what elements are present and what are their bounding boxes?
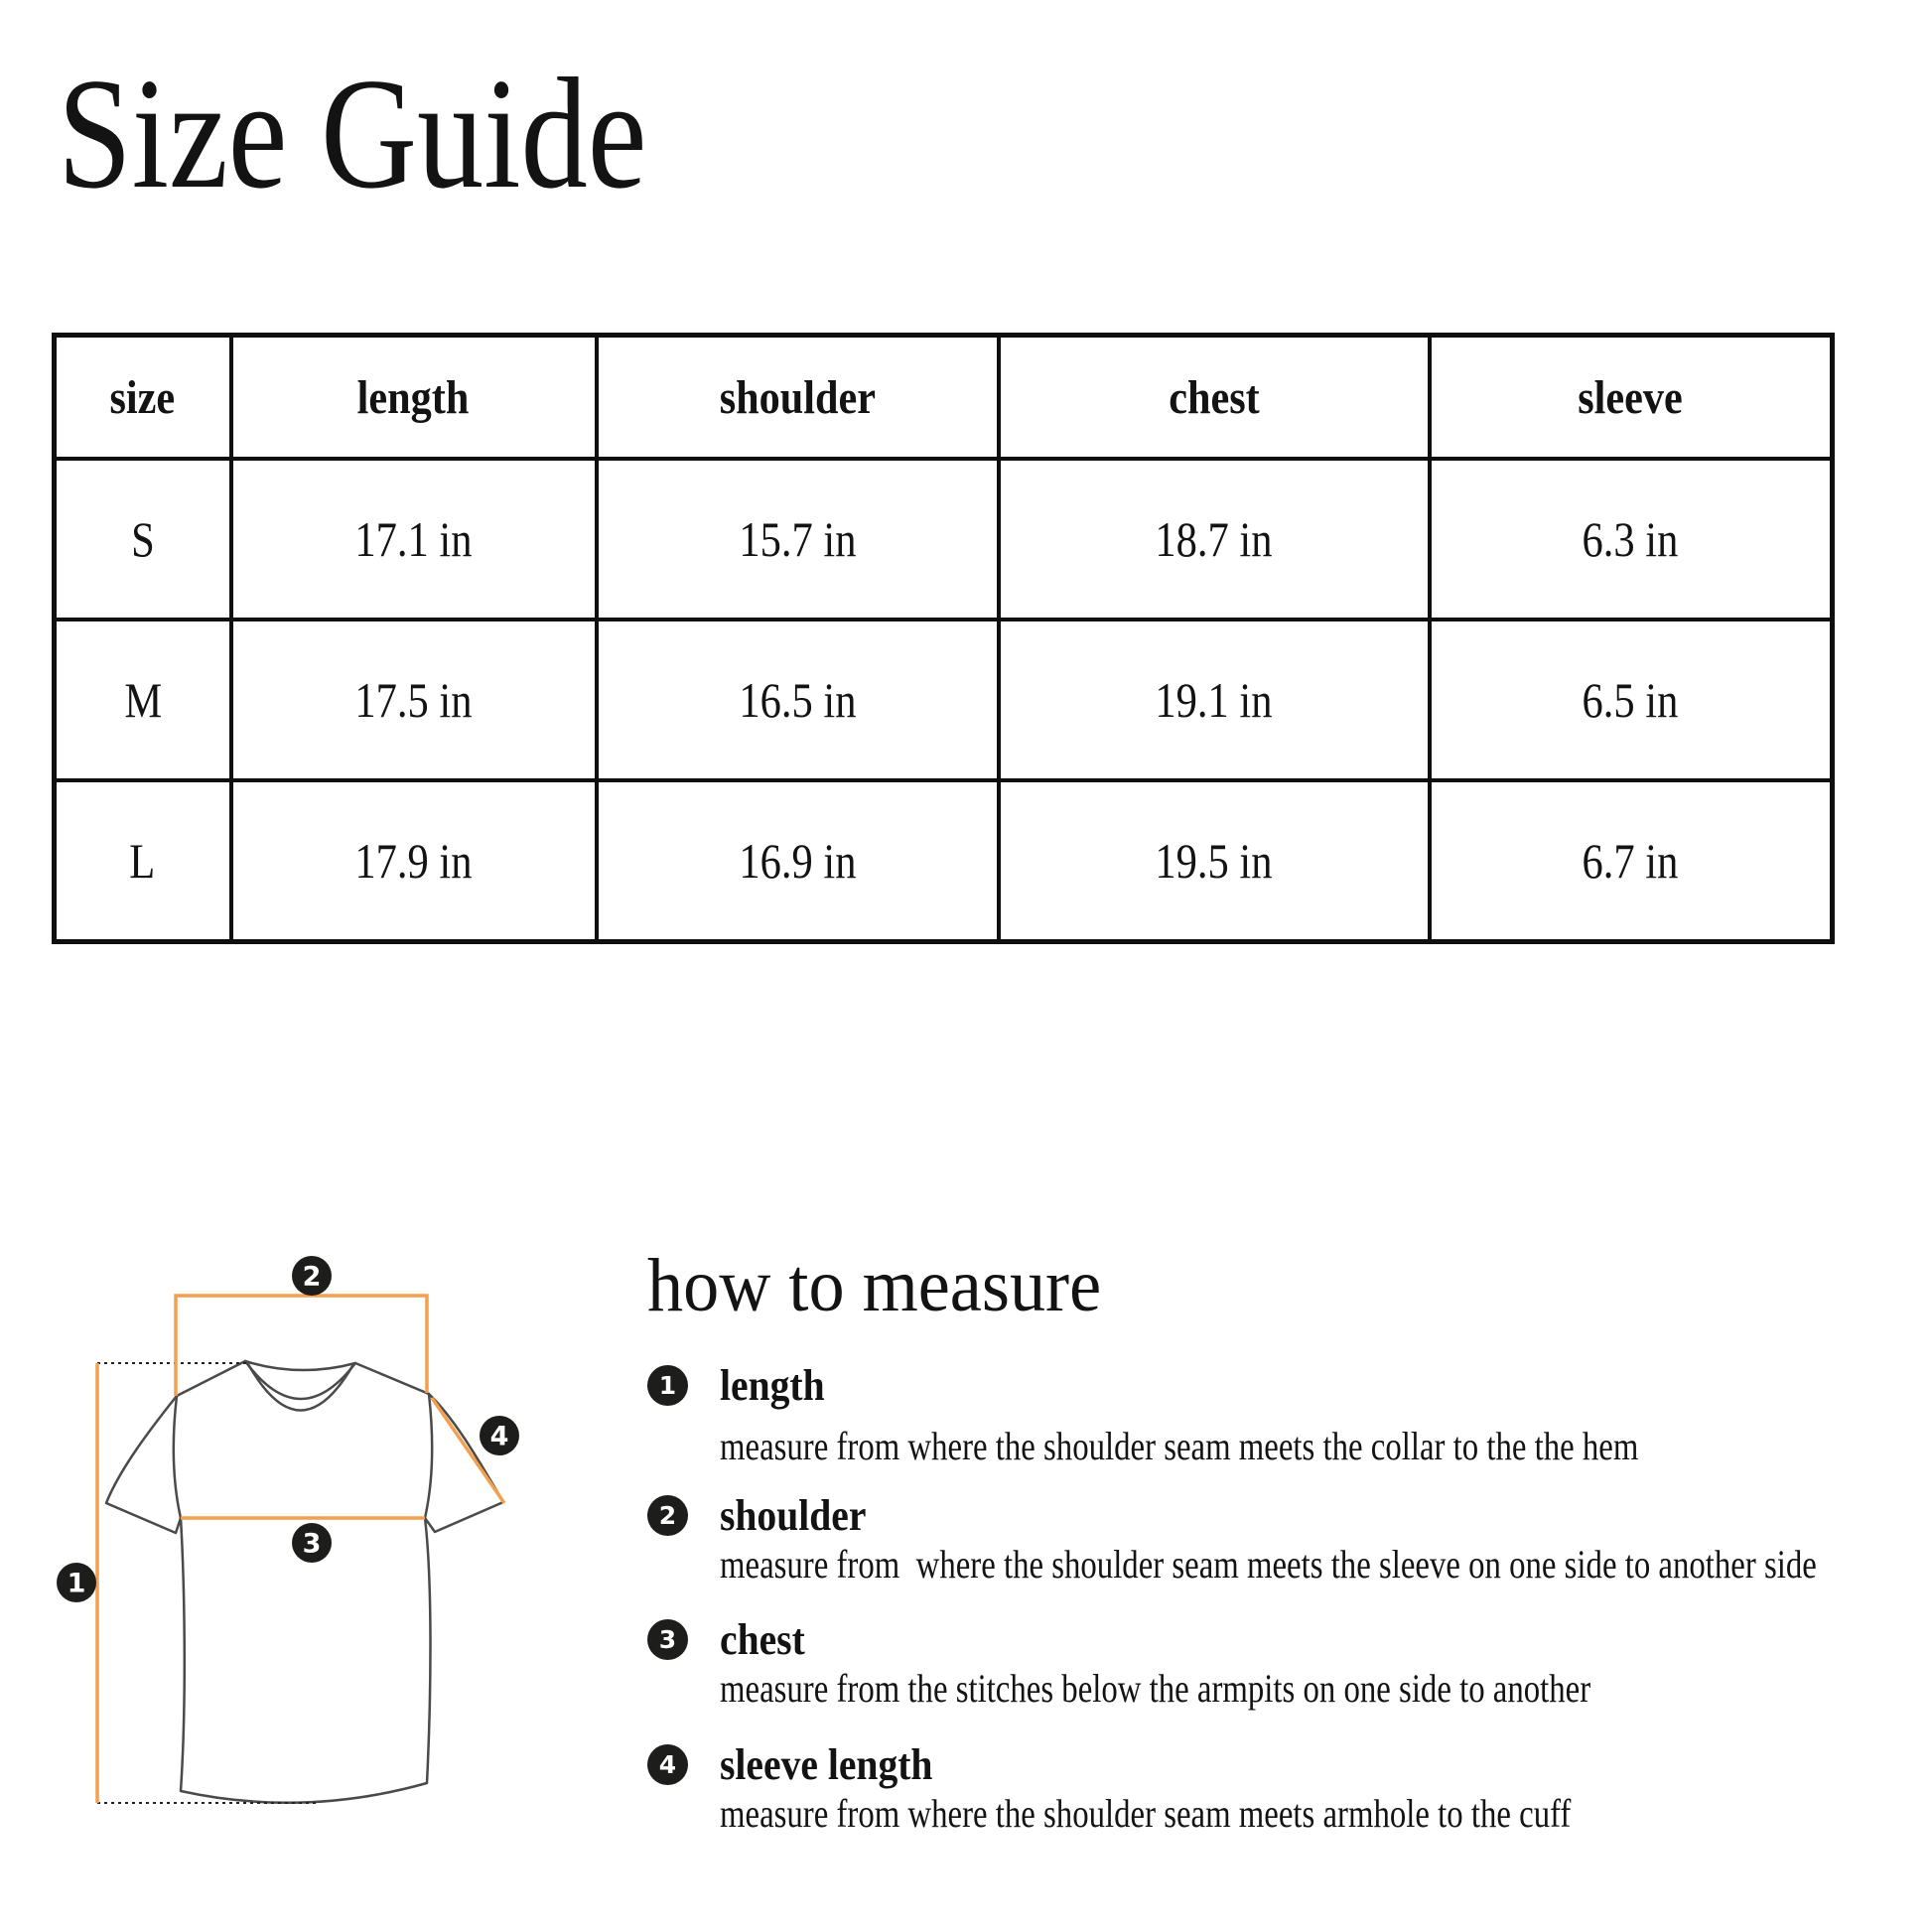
table-row-s [55,459,1833,620]
measure-item-chest [647,1615,1782,1711]
cell-s-sleeve: 6.3 in [1430,459,1833,620]
table-row-m [55,620,1833,780]
marker-1-number: 1 [67,1568,86,1599]
col-header-size: size [55,336,231,460]
cell-s-length: 17.1 in [231,459,597,620]
measure-item-shoulder [647,1491,1932,1587]
measure-item-description: measure from where the shoulder seam meets the sleeve on one side to another side [720,1542,1817,1587]
measure-item-label: shoulder [720,1491,867,1540]
measure-item-description: measure from where the shoulder seam meets the collar to the the hem [720,1424,1639,1468]
measure-item-sleeve-length [647,1740,1758,1836]
measure-item-description: measure from the stitches below the armpits on one side to another [720,1666,1591,1711]
measure-item-length [647,1361,1840,1468]
tshirt-measure-diagram [30,1249,586,1892]
cell-s-shoulder: 15.7 in [597,459,999,620]
size-table [52,333,1835,944]
cell-m-sleeve: 6.5 in [1430,620,1833,780]
cell-size-s: S [55,459,231,620]
measure-item-label: length [720,1361,825,1410]
cell-size-m: M [55,620,231,780]
col-header-chest: chest [999,336,1430,460]
table-row-l [55,780,1833,942]
page-title [58,38,759,228]
cell-l-chest: 19.5 in [999,780,1430,942]
col-header-length: length [231,336,597,460]
measure-item-text [720,1361,1840,1468]
measure-item-text [720,1740,1758,1836]
measure-item-description: measure from where the shoulder seam meets armhole to the cuff [720,1791,1572,1836]
badge-3-icon: 3 [647,1619,688,1660]
cell-l-shoulder: 16.9 in [597,780,999,942]
how-to-measure-heading: how to measure [647,1244,1102,1327]
size-table-header-row [55,336,1833,460]
cell-s-chest: 18.7 in [999,459,1430,620]
cell-l-sleeve: 6.7 in [1430,780,1833,942]
measure-item-label: sleeve length [720,1740,933,1789]
measure-item-text [720,1615,1782,1711]
badge-4-icon: 4 [647,1744,688,1785]
tshirt-outline-icon [106,1361,503,1803]
page-title-text: Size Guide [58,45,647,221]
cell-l-length: 17.9 in [231,780,597,942]
cell-size-l: L [55,780,231,942]
measure-item-text [720,1491,1932,1587]
cell-m-chest: 19.1 in [999,620,1430,780]
marker-3-number: 3 [302,1528,322,1560]
col-header-shoulder: shoulder [597,336,999,460]
marker-4-number: 4 [489,1421,509,1452]
badge-2-icon: 2 [647,1495,688,1536]
marker-2-number: 2 [302,1261,322,1293]
cell-m-length: 17.5 in [231,620,597,780]
measure-item-label: chest [720,1615,805,1664]
badge-1-icon: 1 [647,1365,688,1406]
size-table-grid [52,333,1835,944]
cell-m-shoulder: 16.5 in [597,620,999,780]
col-header-sleeve: sleeve [1430,336,1833,460]
